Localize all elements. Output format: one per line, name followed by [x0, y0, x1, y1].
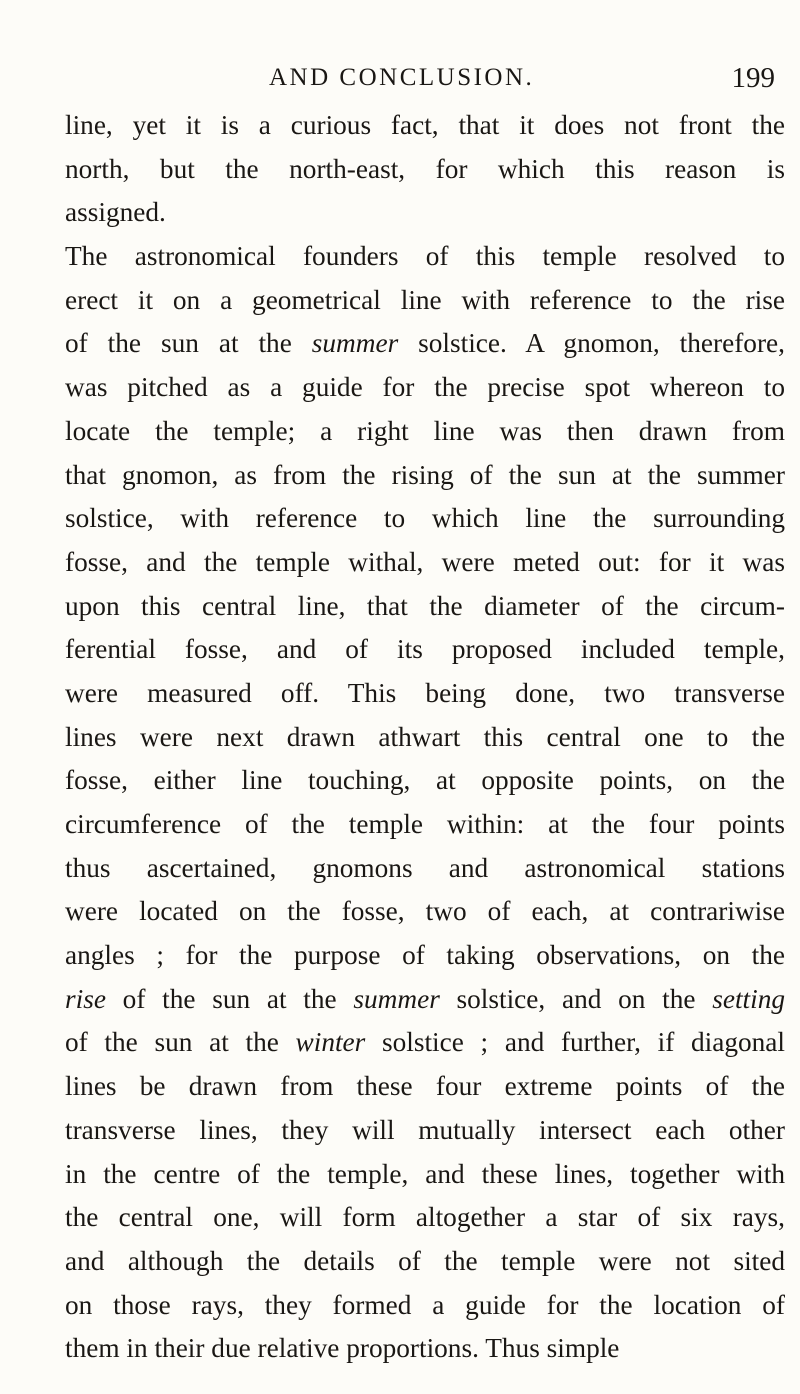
text-line: [65, 191, 785, 235]
text-line: [65, 279, 785, 323]
text-run: on those rays, they formed a guide for the location of: [65, 1289, 785, 1320]
text-line: [65, 1196, 785, 1240]
text-line: [65, 541, 785, 585]
text-run: The astronomical founders of this temple resolved to: [65, 241, 785, 272]
text-run: of the sun at the: [65, 1027, 296, 1058]
text-line: [65, 104, 785, 148]
text-run: of the sun at the: [105, 983, 354, 1014]
body-text: [65, 104, 785, 1371]
italic-word: summer: [353, 983, 440, 1014]
text-line: [65, 366, 785, 410]
text-run: ferential fosse, and of its proposed included temple,: [65, 634, 785, 665]
text-line: [65, 978, 785, 1022]
text-line: [65, 628, 785, 672]
text-run: circumference of the temple within: at the four points: [65, 809, 785, 839]
italic-word: winter: [295, 1027, 366, 1058]
text-run: solstice, with reference to which line the surrounding: [65, 503, 785, 534]
text-run: angles ; for the purpose of taking observations, on the: [65, 940, 785, 971]
text-run: lines be drawn from these four extreme points of the: [65, 1071, 785, 1102]
text-run: in the centre of the temple, and these lines, together with: [65, 1158, 785, 1189]
text-run: solstice, and on the: [439, 983, 713, 1014]
text-run: lines were next drawn athwart this central one to the: [65, 721, 785, 752]
text-line: [65, 148, 785, 192]
text-line: [65, 585, 785, 629]
text-run: locate the temple; a right line was then drawn from: [65, 415, 785, 446]
text-line: [65, 716, 785, 760]
text-line: [65, 410, 785, 454]
text-line: [65, 672, 785, 716]
text-run: transverse lines, they will mutually intersect each other: [65, 1114, 785, 1145]
text-run: solstice. A gnomon, therefore,: [398, 328, 785, 359]
text-line: [65, 322, 785, 366]
text-run: erect it on a geometrical line with reference to the rise: [65, 284, 785, 315]
text-line: [65, 934, 785, 978]
running-head: [65, 58, 785, 98]
text-line: [65, 235, 785, 279]
text-run: and although the details of the temple were not sited: [65, 1245, 785, 1276]
text-line: [65, 1065, 785, 1109]
text-run: thus ascertained, gnomons and astronomical stations: [65, 852, 785, 883]
text-line: [65, 1327, 785, 1371]
text-run: that gnomon, as from the rising of the sun at the summer: [65, 459, 785, 490]
italic-word: summer: [311, 328, 399, 359]
running-title: AND CONCLUSION.: [269, 64, 535, 91]
italic-word: rise: [65, 983, 106, 1014]
page-number: 199: [731, 62, 775, 94]
text-line: [65, 890, 785, 934]
text-run: were measured off. This being done, two transverse: [65, 677, 785, 708]
text-run: of the sun at the: [65, 328, 312, 359]
text-line: [65, 1021, 785, 1065]
text-run: fosse, either line touching, at opposite points, on the: [65, 765, 785, 796]
text-run: was pitched as a guide for the precise spot whereon to: [65, 372, 785, 403]
text-line: [65, 759, 785, 803]
italic-word: setting: [712, 983, 785, 1014]
text-run: them in their due relative proportions. Thus simple: [65, 1333, 620, 1364]
text-run: upon this central line, that the diameter of the circum-: [65, 590, 785, 621]
text-run: fosse, and the temple withal, were meted out: for it was: [65, 546, 785, 577]
text-run: solstice ; and further, if diagonal: [365, 1027, 785, 1058]
text-line: [65, 497, 785, 541]
text-run: were located on the fosse, two of each, at contrariwise: [65, 896, 785, 927]
text-line: [65, 1284, 785, 1328]
text-line: [65, 1153, 785, 1197]
text-line: [65, 803, 785, 847]
text-run: the central one, will form altogether a star of six rays,: [65, 1202, 785, 1233]
text-line: [65, 1109, 785, 1153]
text-line: [65, 1240, 785, 1284]
text-run: north, but the north-east, for which this reason is: [65, 153, 785, 184]
text-line: [65, 454, 785, 498]
text-run: assigned.: [65, 197, 166, 228]
text-line: [65, 847, 785, 891]
text-run: line, yet it is a curious fact, that it does not front the: [65, 110, 785, 140]
